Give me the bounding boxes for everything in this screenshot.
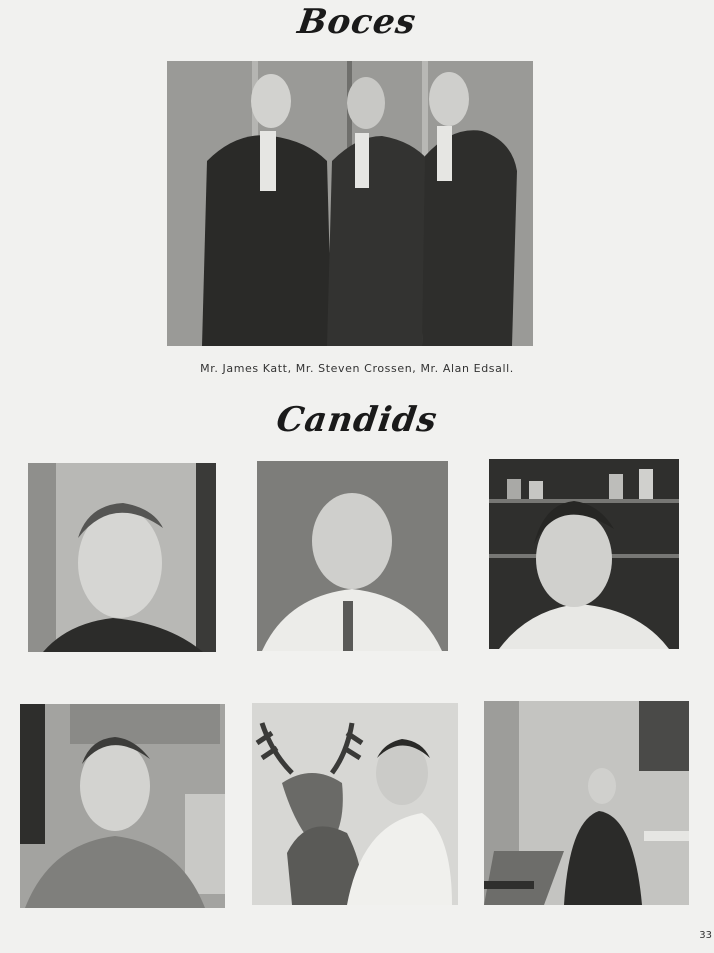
- candid-photo-5: [252, 703, 458, 905]
- candid-photo-4: [20, 704, 225, 908]
- candids-heading: Candids: [273, 400, 441, 440]
- candid-photo-3: [489, 459, 679, 649]
- boces-caption: Mr. James Katt, Mr. Steven Crossen, Mr. Alan Edsall.: [200, 362, 514, 375]
- candid-photo-2: [257, 461, 448, 651]
- page-number: 33: [699, 930, 712, 941]
- candid-photo-1: [28, 463, 216, 652]
- boces-heading: Boces: [295, 2, 419, 42]
- candid-photo-6: [484, 701, 689, 905]
- boces-group-photo: [167, 61, 533, 346]
